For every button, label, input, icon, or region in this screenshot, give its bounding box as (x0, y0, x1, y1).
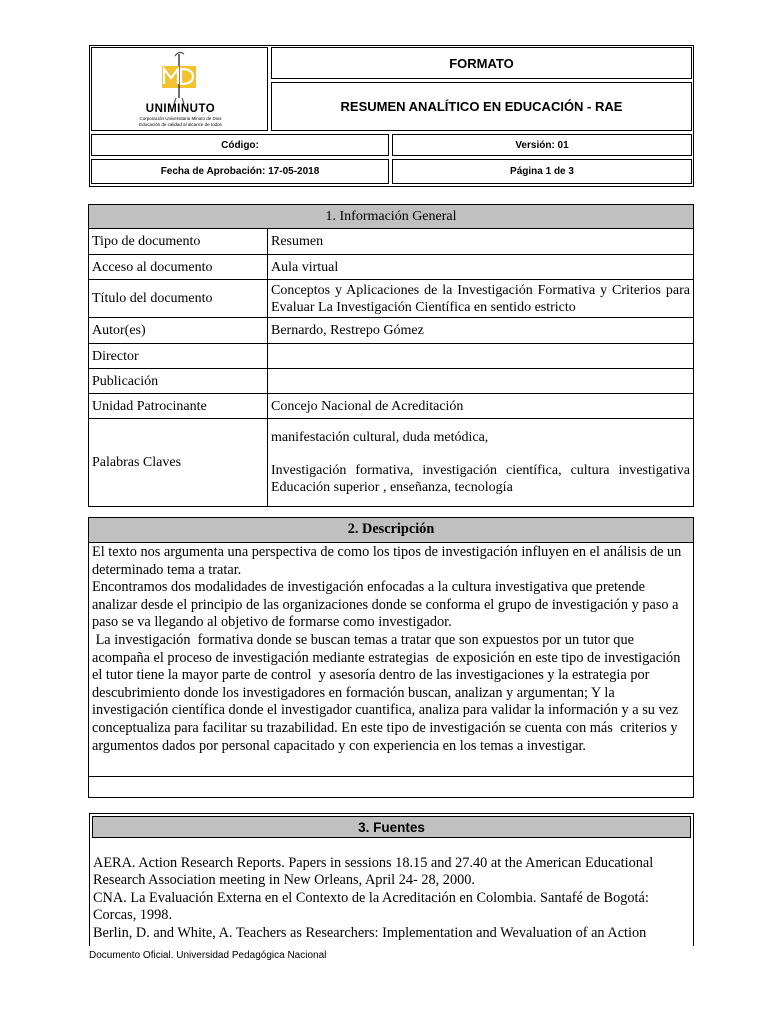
row-value-sponsor: Concejo Nacional de Acreditación (268, 394, 694, 419)
keywords-line-2: Investigación formativa, investigación científica, cultura investigativa Educación superior , enseñanza, tecnología (271, 463, 690, 495)
row-label-publication: Publicación (89, 369, 268, 394)
footer-text: Documento Oficial. Universidad Pedagógica Nacional (89, 950, 327, 961)
row-label-authors: Autor(es) (89, 318, 268, 344)
row-value-document-access: Aula virtual (268, 255, 694, 280)
row-label-document-type: Tipo de documento (89, 229, 268, 255)
page-number: Página 1 de 3 (392, 159, 692, 184)
description-paragraph: El texto nos argumenta una perspectiva de como los tipos de investigación influyen en el análisis de un determinado tema a tratar. (92, 544, 682, 578)
description-paragraph: La investigación formativa donde se buscan temas a tratar que son expuestos por un tutor que acompaña el proceso de investigación mediante estrategias de exposición en este tipo de investigación el tutor tiene la mayor parte de control y asesoría dentro de las investigaciones y la estrategia por descubrimiento donde los investigadores en formación buscan, analizan y argumentan; Y la investigación científica donde el investigador cuantifica, analiza para validar la información y a su vez conceptualiza para facilitar su trazabilidad. En este tipo de investigación se cuenta con más criterios y argumentos dados por personal capacitado y con experiencia en los temas a investigar. (92, 631, 684, 754)
row-label-keywords: Palabras Claves (89, 419, 268, 507)
row-value-director (268, 344, 694, 369)
description-table (88, 517, 694, 798)
row-label-sponsor: Unidad Patrocinante (89, 394, 268, 419)
source-entry: CNA. La Evaluación Externa en el Contexto de la Acreditación en Colombia. Santafé de Bogotá: Corcas, 1998. (93, 889, 649, 924)
description-empty-row (89, 777, 694, 798)
source-entry: Berlin, D. and White, A. Teachers as Researchers: Implementation and Wevaluation of an Action (93, 924, 647, 941)
row-value-authors: Bernardo, Restrepo Gómez (268, 318, 694, 344)
sources-title: 3. Fuentes (92, 816, 691, 838)
source-entry: AERA. Action Research Reports. Papers in sessions 18.15 and 27.40 at the American Educational Research Association meeting in New Orleans, April 24- 28, 2000. (93, 855, 654, 889)
row-value-document-title: Conceptos y Aplicaciones de la Investigación Formativa y Criterios para Evaluar La Investigación Científica en sentido estricto (268, 280, 694, 318)
general-info-table (88, 204, 694, 507)
keywords-line-1: manifestación cultural, duda metódica, (271, 430, 489, 445)
description-paragraph: Encontramos dos modalidades de investigación enfocadas a la cultura investigativa que pretende analizar desde el principio de las organizaciones donde se conforma el grupo de investigación y paso a paso se va llegando al objetivo de formarse como investigador. (92, 579, 679, 631)
sources-list (93, 855, 689, 942)
row-value-publication (268, 369, 694, 394)
logo-cell (91, 47, 268, 131)
row-value-keywords (268, 419, 694, 507)
document-title: RESUMEN ANALÍTICO EN EDUCACIÓN - RAE (271, 82, 692, 131)
logo-name: UNIMINUTO (145, 103, 216, 115)
logo-subtitle-1: Corporación Universitaria Minuto de Dios (139, 116, 222, 121)
sources-section (89, 813, 694, 946)
version-label: Versión: 01 (392, 134, 692, 156)
approval-date: Fecha de Aprobación: 17-05-2018 (91, 159, 389, 184)
description-title: 2. Descripción (89, 518, 694, 543)
row-label-director: Director (89, 344, 268, 369)
row-label-document-title: Título del documento (89, 280, 268, 318)
row-label-document-access: Acceso al documento (89, 255, 268, 280)
row-value-document-type: Resumen (268, 229, 694, 255)
format-label: FORMATO (271, 47, 692, 79)
code-label: Código: (91, 134, 389, 156)
logo-subtitle-2: Educación de calidad al alcance de todos (139, 122, 222, 127)
general-info-title: 1. Información General (89, 205, 694, 229)
description-body (89, 543, 694, 777)
